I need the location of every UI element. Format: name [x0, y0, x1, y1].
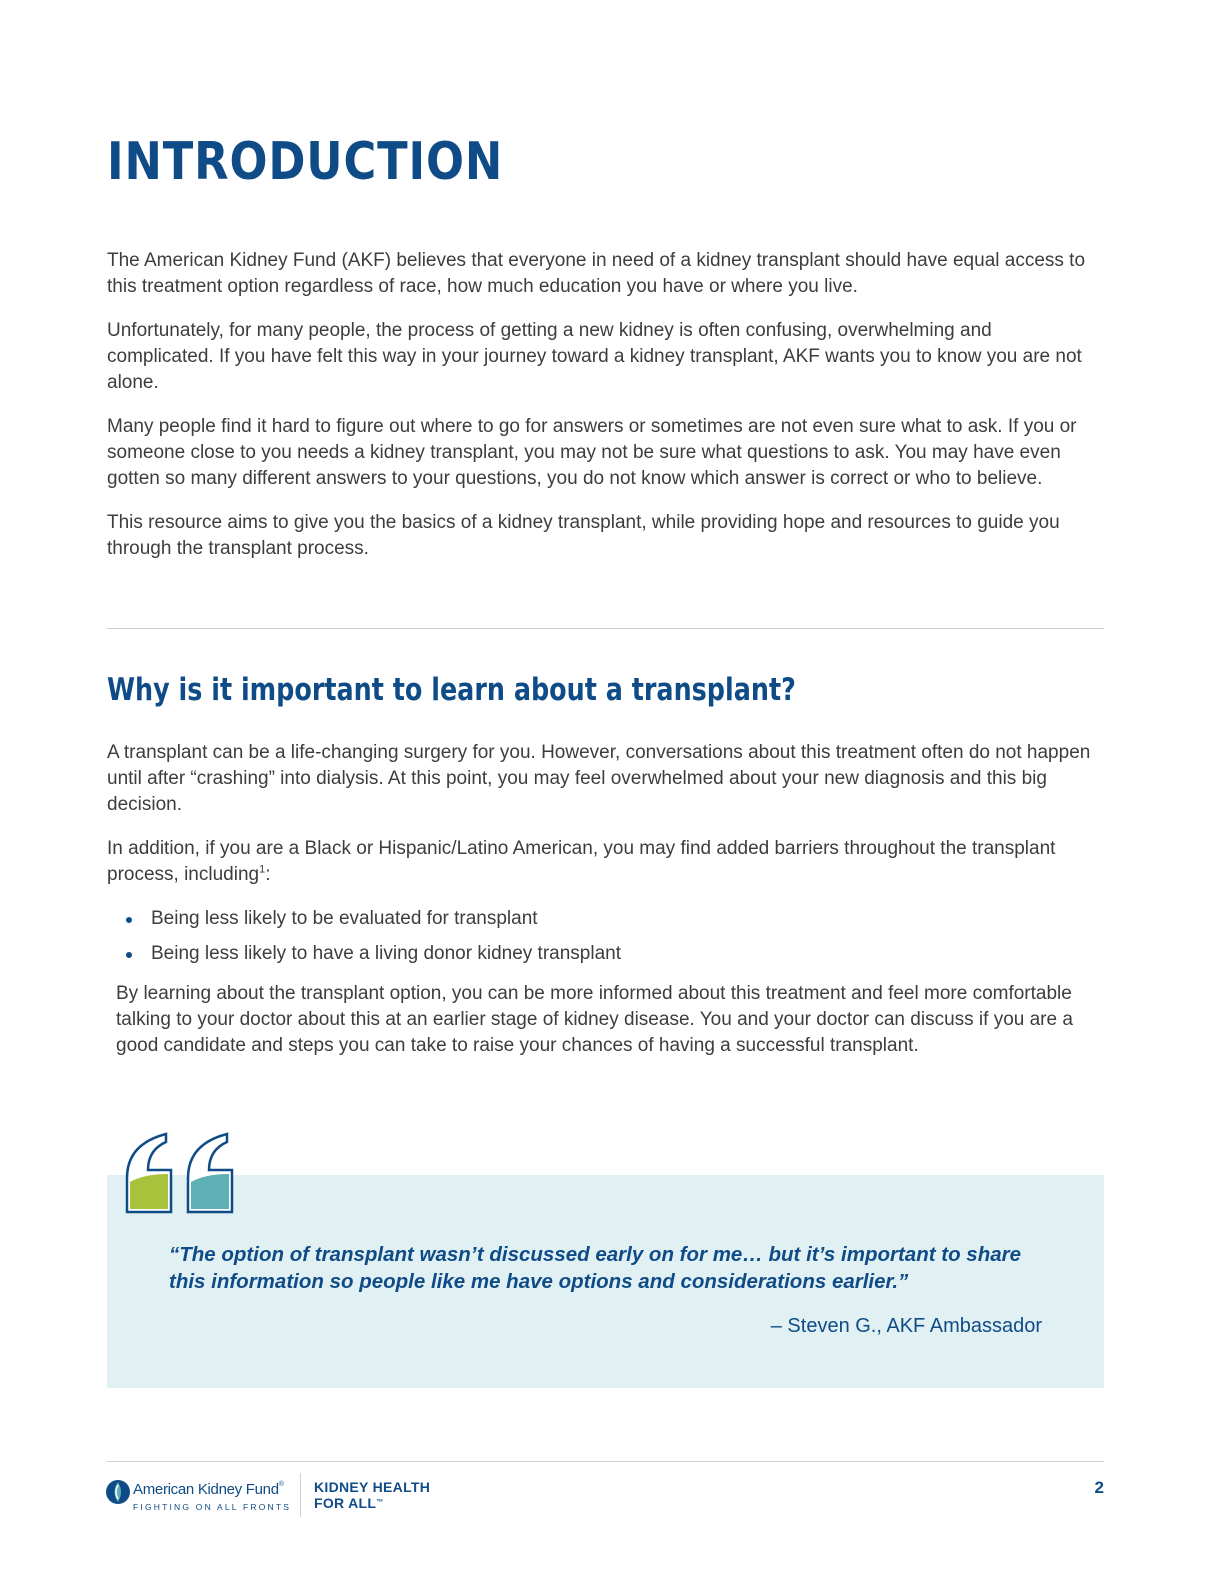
- list-item-text: Being less likely to be evaluated for transplant: [151, 908, 538, 929]
- org-name-text: American Kidney Fund: [133, 1481, 279, 1498]
- quote-marks-icon: [122, 1128, 242, 1218]
- section-paragraph: By learning about the transplant option, you can be more informed about this treatment and feel more comfortable talking to your doctor about this at an earlier stage of kidney disease. You and your doctor can discuss if you are a good candidate and steps you can take to raise your chances of having a successful transplant.: [116, 983, 1073, 1056]
- registered-mark: ®: [278, 1481, 284, 1488]
- section-title: Why is it important to learn about a transplant?: [107, 672, 796, 708]
- kidney-logo-icon: [105, 1479, 131, 1505]
- section-paragraph: [107, 836, 1097, 888]
- intro-paragraph: Unfortunately, for many people, the process of getting a new kidney is often confusing, overwhelming and complicated. If you have felt this way in your journey toward a kidney transplant, AKF wants you to know you are not alone.: [107, 320, 1082, 393]
- list-item: [107, 941, 1097, 967]
- bullet-icon: [126, 917, 132, 923]
- page-number: 2: [1094, 1478, 1104, 1497]
- list-item-text: Being less likely to have a living donor kidney transplant: [151, 943, 621, 964]
- bullet-icon: [126, 952, 132, 958]
- program-line-2-text: FOR ALL: [314, 1495, 377, 1511]
- trademark: ™: [376, 1499, 384, 1506]
- program-line-2: [314, 1495, 430, 1511]
- page-title: INTRODUCTION: [107, 132, 504, 192]
- intro-section: [107, 248, 1097, 580]
- section-paragraph: A transplant can be a life-changing surgery for you. However, conversations about this treatment often do not happen until after “crashing” into dialysis. At this point, you may feel overwhelmed about your new diagnosis and this big decision.: [107, 742, 1091, 815]
- intro-paragraph: Many people find it hard to figure out where to go for answers or sometimes are not even sure what to ask. If you or someone close to you needs a kidney transplant, you may not be sure what questions to ask. You may have even gotten so many different answers to your questions, you do not know which answer is correct or who to believe.: [107, 416, 1077, 489]
- footer-divider: [107, 1461, 1104, 1462]
- quote-attribution: – Steven G., AKF Ambassador: [770, 1315, 1042, 1337]
- program-line-1: KIDNEY HEALTH: [314, 1479, 431, 1495]
- section-divider: [107, 628, 1104, 629]
- footer-vertical-divider: [300, 1473, 301, 1517]
- program-logo[interactable]: [314, 1479, 430, 1511]
- org-name: [133, 1481, 284, 1498]
- barrier-list: [107, 906, 1097, 967]
- intro-paragraph: The American Kidney Fund (AKF) believes that everyone in need of a kidney transplant should have equal access to this treatment option regardless of race, how much education you have or where you live.: [107, 250, 1086, 297]
- intro-paragraph: This resource aims to give you the basics of a kidney transplant, while providing hope and resources to guide you through the transplant process.: [107, 512, 1060, 559]
- footnote-reference[interactable]: 1: [259, 863, 266, 876]
- section-body: [107, 740, 1097, 1077]
- quote-text: “The option of transplant wasn’t discussed early on for me… but it’s important to share this information so people like me have options and considerations earlier.”: [169, 1243, 1021, 1293]
- paragraph-end: :: [265, 864, 271, 885]
- paragraph-text: In addition, if you are a Black or Hispanic/Latino American, you may find added barriers throughout the transplant process, including: [107, 838, 1056, 885]
- org-tagline: FIGHTING ON ALL FRONTS: [133, 1502, 292, 1512]
- akf-logo[interactable]: [105, 1477, 305, 1517]
- list-item: [107, 906, 1097, 932]
